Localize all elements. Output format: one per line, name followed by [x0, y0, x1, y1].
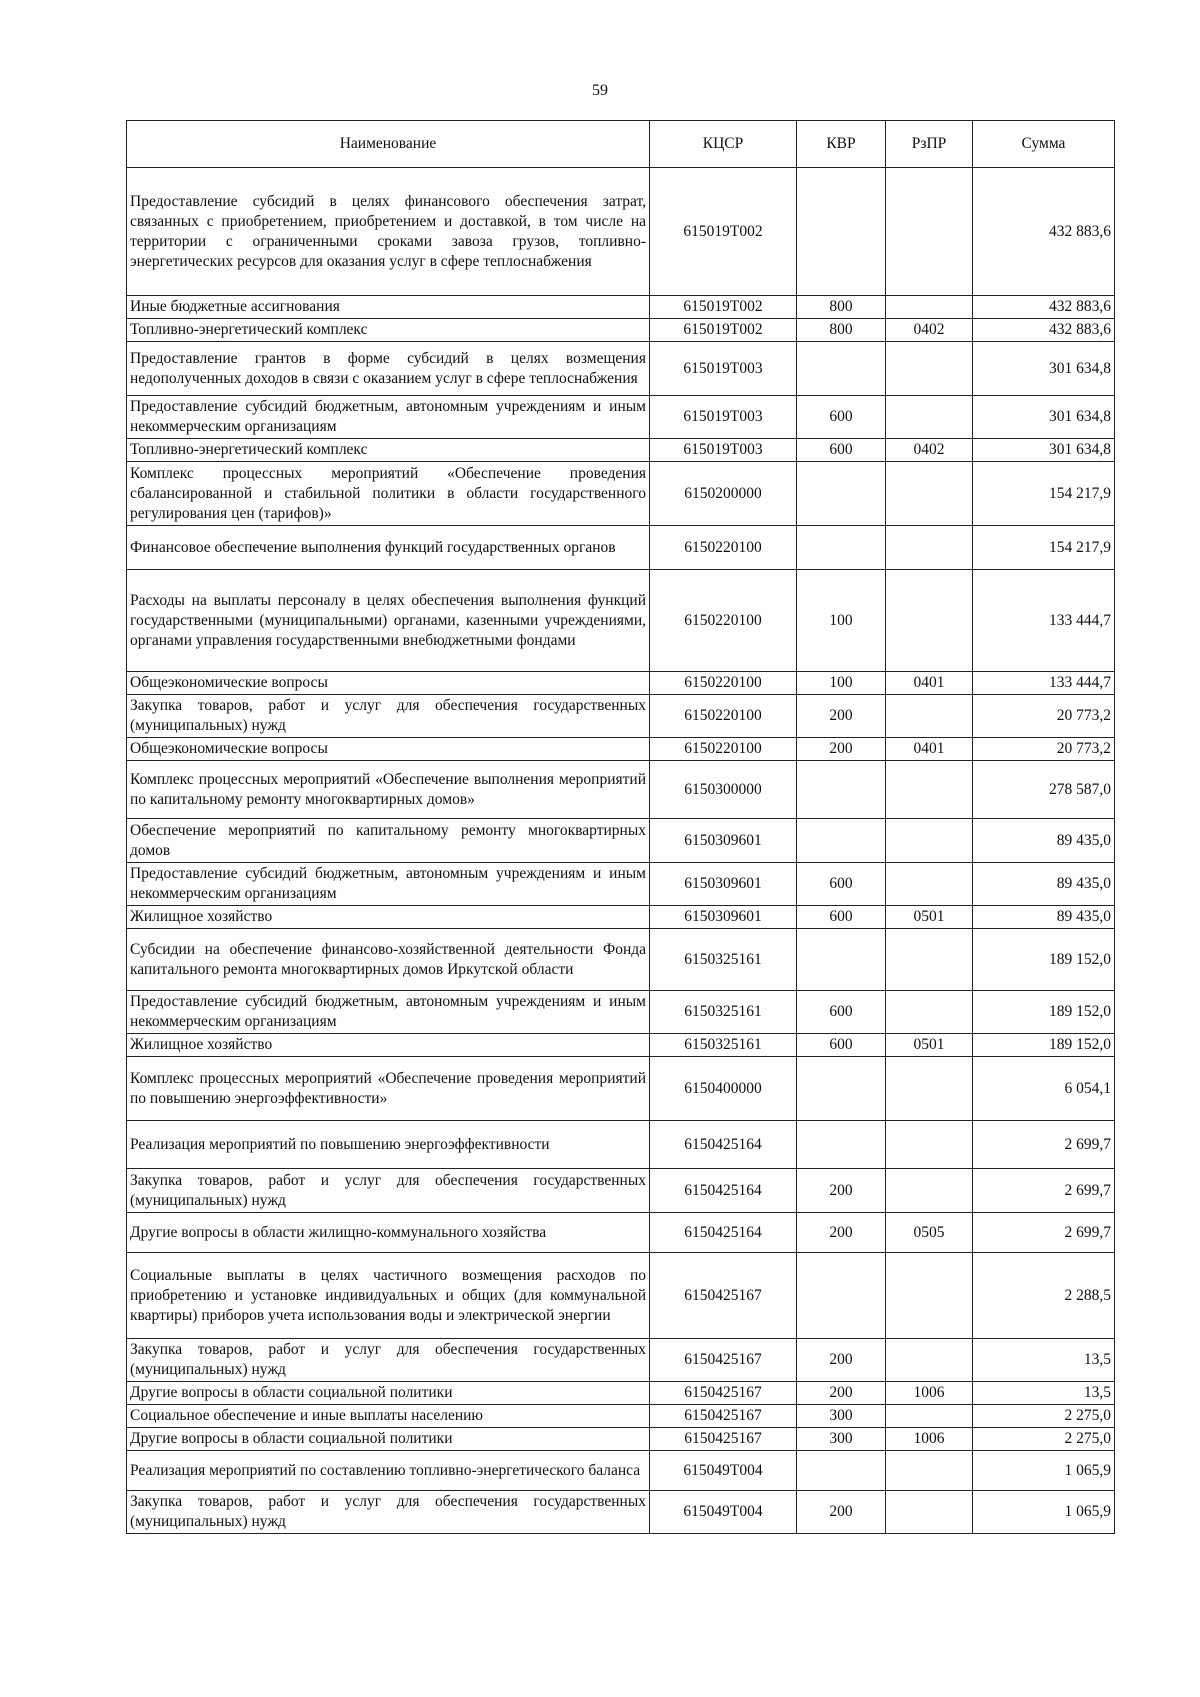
cell-kcsr: 6150309601 [650, 819, 797, 863]
cell-rzpr: 0501 [886, 906, 973, 929]
cell-kvr [797, 168, 886, 296]
header-kcsr: КЦСР [650, 121, 797, 168]
cell-kcsr: 615019Т003 [650, 396, 797, 439]
cell-sum: 89 435,0 [973, 906, 1115, 929]
cell-sum: 301 634,8 [973, 439, 1115, 462]
cell-rzpr [886, 991, 973, 1034]
cell-rzpr [886, 462, 973, 526]
cell-rzpr: 1006 [886, 1382, 973, 1405]
table-row [127, 1253, 1115, 1339]
cell-rzpr [886, 1057, 973, 1121]
table-row [127, 570, 1115, 672]
cell-sum: 2 275,0 [973, 1428, 1115, 1451]
cell-rzpr [886, 863, 973, 906]
table-row [127, 1057, 1115, 1121]
table-row [127, 1213, 1115, 1253]
header-row [127, 121, 1115, 168]
cell-name: Комплекс процессных мероприятий «Обеспечение проведения сбалансированной и стабильной политики в области государственного регулирования цен (тарифов)» [127, 462, 650, 526]
cell-kcsr: 615019Т002 [650, 168, 797, 296]
cell-name: Закупка товаров, работ и услуг для обеспечения государственных (муниципальных) нужд [127, 1339, 650, 1382]
cell-kvr [797, 526, 886, 570]
cell-rzpr [886, 526, 973, 570]
cell-kvr: 300 [797, 1428, 886, 1451]
cell-name: Предоставление субсидий бюджетным, автономным учреждениям и иным некоммерческим организациям [127, 396, 650, 439]
cell-sum: 6 054,1 [973, 1057, 1115, 1121]
cell-kvr: 200 [797, 1169, 886, 1213]
cell-rzpr: 0401 [886, 738, 973, 761]
cell-sum: 154 217,9 [973, 526, 1115, 570]
cell-rzpr [886, 695, 973, 738]
cell-kcsr: 615019Т002 [650, 319, 797, 342]
cell-kvr: 800 [797, 296, 886, 319]
cell-rzpr [886, 819, 973, 863]
cell-kvr: 200 [797, 695, 886, 738]
cell-kcsr: 6150425167 [650, 1339, 797, 1382]
cell-kcsr: 615019Т003 [650, 439, 797, 462]
cell-name: Топливно-энергетический комплекс [127, 439, 650, 462]
table-row [127, 819, 1115, 863]
cell-name: Жилищное хозяйство [127, 1034, 650, 1057]
header-kvr: КВР [797, 121, 886, 168]
page-number: 59 [592, 82, 608, 99]
cell-kcsr: 6150220100 [650, 570, 797, 672]
cell-kvr [797, 761, 886, 819]
cell-sum: 20 773,2 [973, 695, 1115, 738]
cell-name: Общеэкономические вопросы [127, 672, 650, 695]
cell-kvr: 300 [797, 1405, 886, 1428]
cell-name: Другие вопросы в области жилищно-коммунального хозяйства [127, 1213, 650, 1253]
cell-kvr [797, 342, 886, 396]
table-row [127, 1491, 1115, 1534]
cell-name: Закупка товаров, работ и услуг для обеспечения государственных (муниципальных) нужд [127, 695, 650, 738]
cell-sum: 89 435,0 [973, 863, 1115, 906]
cell-sum: 13,5 [973, 1382, 1115, 1405]
cell-rzpr [886, 296, 973, 319]
cell-kcsr: 6150300000 [650, 761, 797, 819]
budget-table [126, 120, 1115, 1534]
cell-rzpr [886, 1451, 973, 1491]
cell-rzpr: 0402 [886, 439, 973, 462]
cell-kcsr: 6150425164 [650, 1213, 797, 1253]
table-row [127, 296, 1115, 319]
cell-kvr: 600 [797, 439, 886, 462]
cell-sum: 432 883,6 [973, 168, 1115, 296]
cell-kcsr: 6150425167 [650, 1405, 797, 1428]
cell-sum: 189 152,0 [973, 929, 1115, 991]
cell-sum: 189 152,0 [973, 1034, 1115, 1057]
cell-sum: 20 773,2 [973, 738, 1115, 761]
table-row [127, 1451, 1115, 1491]
cell-sum: 301 634,8 [973, 342, 1115, 396]
cell-rzpr [886, 1169, 973, 1213]
cell-kvr: 600 [797, 396, 886, 439]
cell-kcsr: 6150425167 [650, 1428, 797, 1451]
table-row [127, 1034, 1115, 1057]
cell-kcsr: 6150309601 [650, 863, 797, 906]
cell-name: Другие вопросы в области социальной политики [127, 1382, 650, 1405]
cell-rzpr: 0501 [886, 1034, 973, 1057]
table-row [127, 991, 1115, 1034]
table-row [127, 1405, 1115, 1428]
cell-rzpr: 0402 [886, 319, 973, 342]
cell-kvr: 200 [797, 1339, 886, 1382]
table-row [127, 439, 1115, 462]
cell-kcsr: 6150220100 [650, 738, 797, 761]
cell-rzpr [886, 1405, 973, 1428]
cell-name: Предоставление субсидий бюджетным, автономным учреждениям и иным некоммерческим организациям [127, 863, 650, 906]
cell-name: Жилищное хозяйство [127, 906, 650, 929]
cell-rzpr [886, 929, 973, 991]
header-sum: Сумма [973, 121, 1115, 168]
table-row [127, 526, 1115, 570]
table-row [127, 1169, 1115, 1213]
cell-kvr: 100 [797, 570, 886, 672]
cell-rzpr [886, 168, 973, 296]
cell-name: Другие вопросы в области социальной политики [127, 1428, 650, 1451]
cell-kvr: 800 [797, 319, 886, 342]
cell-rzpr: 0505 [886, 1213, 973, 1253]
cell-rzpr [886, 1121, 973, 1169]
table-row [127, 1339, 1115, 1382]
cell-kcsr: 6150220100 [650, 695, 797, 738]
cell-name: Общеэкономические вопросы [127, 738, 650, 761]
cell-name: Иные бюджетные ассигнования [127, 296, 650, 319]
cell-name: Комплекс процессных мероприятий «Обеспечение выполнения мероприятий по капитальному ремонту многоквартирных домов» [127, 761, 650, 819]
cell-sum: 2 275,0 [973, 1405, 1115, 1428]
table-row [127, 738, 1115, 761]
cell-kcsr: 6150425167 [650, 1253, 797, 1339]
table-row [127, 863, 1115, 906]
cell-name: Предоставление субсидий бюджетным, автономным учреждениям и иным некоммерческим организациям [127, 991, 650, 1034]
cell-rzpr [886, 1339, 973, 1382]
cell-kcsr: 6150309601 [650, 906, 797, 929]
cell-kvr [797, 462, 886, 526]
table-row [127, 672, 1115, 695]
cell-kcsr: 615019Т003 [650, 342, 797, 396]
cell-sum: 2 699,7 [973, 1121, 1115, 1169]
cell-kcsr: 6150425164 [650, 1121, 797, 1169]
cell-kcsr: 6150325161 [650, 929, 797, 991]
table-row [127, 906, 1115, 929]
cell-rzpr: 1006 [886, 1428, 973, 1451]
cell-name: Закупка товаров, работ и услуг для обеспечения государственных (муниципальных) нужд [127, 1491, 650, 1534]
cell-rzpr [886, 1491, 973, 1534]
cell-sum: 432 883,6 [973, 296, 1115, 319]
cell-kvr [797, 1057, 886, 1121]
cell-name: Социальное обеспечение и иные выплаты населению [127, 1405, 650, 1428]
cell-rzpr: 0401 [886, 672, 973, 695]
cell-name: Реализация мероприятий по повышению энергоэффективности [127, 1121, 650, 1169]
table-row [127, 929, 1115, 991]
cell-name: Социальные выплаты в целях частичного возмещения расходов по приобретению и установке индивидуальных и общих (для коммунальной квартиры) приборов учета использования воды и электрической энергии [127, 1253, 650, 1339]
cell-sum: 189 152,0 [973, 991, 1115, 1034]
cell-kvr: 600 [797, 906, 886, 929]
cell-kcsr: 6150220100 [650, 672, 797, 695]
cell-sum: 301 634,8 [973, 396, 1115, 439]
cell-kcsr: 6150325161 [650, 1034, 797, 1057]
cell-name: Субсидии на обеспечение финансово-хозяйственной деятельности Фонда капитального ремонта многоквартирных домов Иркутской области [127, 929, 650, 991]
cell-kvr: 200 [797, 1382, 886, 1405]
cell-name: Реализация мероприятий по составлению топливно-энергетического баланса [127, 1451, 650, 1491]
header-rzpr: РзПР [886, 121, 973, 168]
cell-kcsr: 6150400000 [650, 1057, 797, 1121]
cell-name: Топливно-энергетический комплекс [127, 319, 650, 342]
cell-kcsr: 6150200000 [650, 462, 797, 526]
cell-kcsr: 6150220100 [650, 526, 797, 570]
cell-kvr: 200 [797, 738, 886, 761]
cell-sum: 89 435,0 [973, 819, 1115, 863]
cell-kcsr: 6150425164 [650, 1169, 797, 1213]
cell-name: Финансовое обеспечение выполнения функций государственных органов [127, 526, 650, 570]
cell-name: Обеспечение мероприятий по капитальному ремонту многоквартирных домов [127, 819, 650, 863]
header-name: Наименование [127, 121, 650, 168]
cell-name: Расходы на выплаты персоналу в целях обеспечения выполнения функций государственными (муниципальными) органами, казенными учреждениями, органами управления государственными внебюджетными фондами [127, 570, 650, 672]
cell-rzpr [886, 1253, 973, 1339]
table-row [127, 462, 1115, 526]
table-row [127, 342, 1115, 396]
cell-name: Предоставление грантов в форме субсидий в целях возмещения недополученных доходов в связи с оказанием услуг в сфере теплоснабжения [127, 342, 650, 396]
cell-sum: 13,5 [973, 1339, 1115, 1382]
cell-kvr: 600 [797, 991, 886, 1034]
cell-kvr: 100 [797, 672, 886, 695]
cell-sum: 2 699,7 [973, 1169, 1115, 1213]
cell-kcsr: 615049Т004 [650, 1491, 797, 1534]
cell-kvr: 600 [797, 863, 886, 906]
cell-rzpr [886, 570, 973, 672]
table-row [127, 168, 1115, 296]
cell-kvr: 600 [797, 1034, 886, 1057]
cell-kvr: 200 [797, 1491, 886, 1534]
table-row [127, 1428, 1115, 1451]
cell-kcsr: 615019Т002 [650, 296, 797, 319]
cell-kvr [797, 1253, 886, 1339]
table-row [127, 396, 1115, 439]
cell-sum: 2 699,7 [973, 1213, 1115, 1253]
cell-sum: 278 587,0 [973, 761, 1115, 819]
cell-kvr [797, 819, 886, 863]
table-row [127, 695, 1115, 738]
cell-kvr: 200 [797, 1213, 886, 1253]
cell-sum: 432 883,6 [973, 319, 1115, 342]
table-row [127, 761, 1115, 819]
cell-kvr [797, 929, 886, 991]
cell-name: Предоставление субсидий в целях финансового обеспечения затрат, связанных с приобретением, приобретением и доставкой, в том числе на территории с ограниченными сроками завоза грузов, топливно-энергетических ресурсов для оказания услуг в сфере теплоснабжения [127, 168, 650, 296]
cell-kcsr: 6150325161 [650, 991, 797, 1034]
table-row [127, 1121, 1115, 1169]
cell-sum: 133 444,7 [973, 672, 1115, 695]
cell-sum: 1 065,9 [973, 1491, 1115, 1534]
cell-name: Закупка товаров, работ и услуг для обеспечения государственных (муниципальных) нужд [127, 1169, 650, 1213]
cell-kcsr: 6150425167 [650, 1382, 797, 1405]
cell-kcsr: 615049Т004 [650, 1451, 797, 1491]
cell-rzpr [886, 396, 973, 439]
cell-sum: 2 288,5 [973, 1253, 1115, 1339]
cell-name: Комплекс процессных мероприятий «Обеспечение проведения мероприятий по повышению энергоэффективности» [127, 1057, 650, 1121]
cell-sum: 133 444,7 [973, 570, 1115, 672]
table-row [127, 1382, 1115, 1405]
cell-rzpr [886, 342, 973, 396]
table-row [127, 319, 1115, 342]
cell-rzpr [886, 761, 973, 819]
cell-sum: 1 065,9 [973, 1451, 1115, 1491]
cell-sum: 154 217,9 [973, 462, 1115, 526]
cell-kvr [797, 1121, 886, 1169]
cell-kvr [797, 1451, 886, 1491]
